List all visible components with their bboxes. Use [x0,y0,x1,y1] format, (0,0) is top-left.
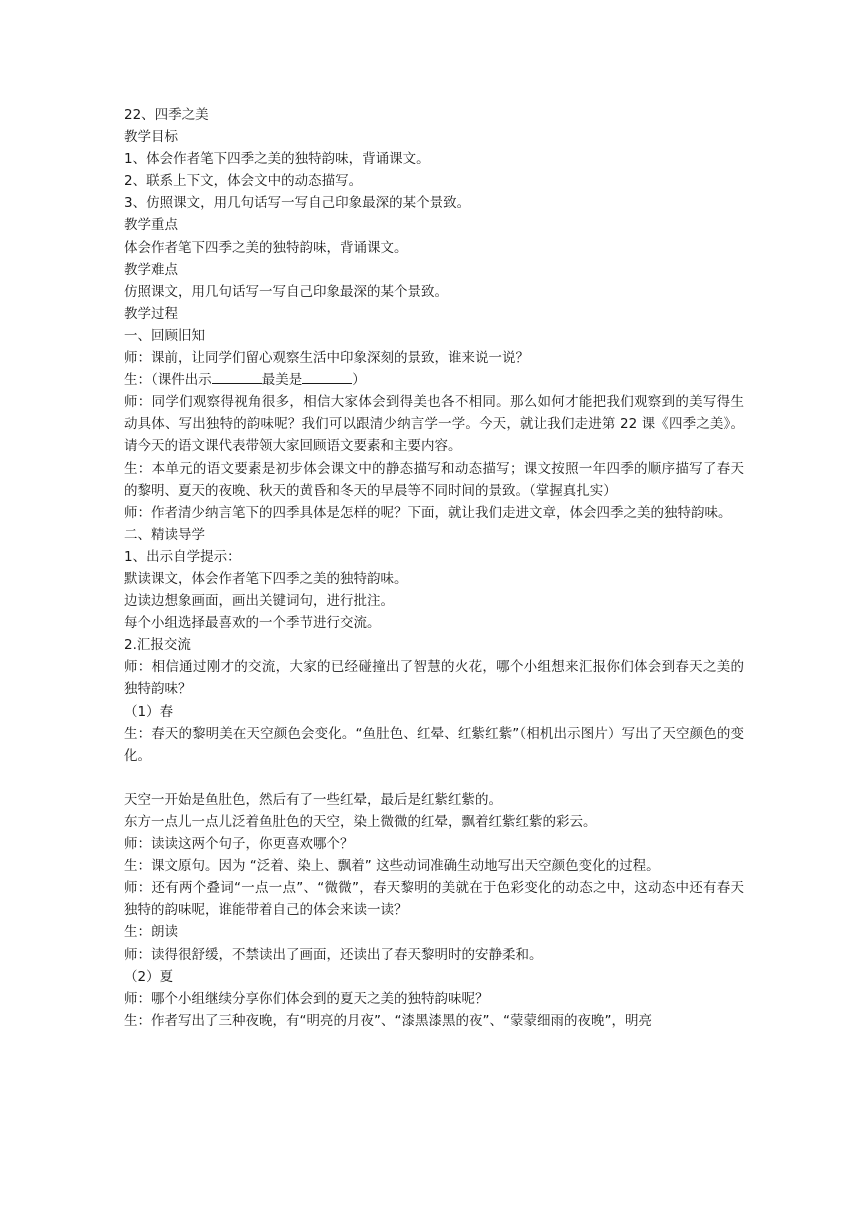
paragraph: 生：朗读 [124,924,178,941]
text-fragment: ） [352,372,366,389]
paragraph-fill-blank [124,369,744,391]
blank-spacer [124,767,744,789]
subsection-spring: （1）春 [124,703,174,720]
study-prompt-item: 每个小组选择最喜欢的一个季节进行交流。 [124,615,381,632]
paragraph: 师：读读这两个句子，你更喜欢哪个？ [124,836,354,853]
goal-item-3: 3、仿照课文，用几句话写一写自己印象最深的某个景致。 [124,195,471,212]
paragraph: 师：课前，让同学们留心观察生活中印象深刻的景致，谁来说一说？ [124,350,529,367]
paragraph: 师：作者清少纳言笔下的四季具体是怎样的呢？下面，就让我们走进文章，体会四季之美的独特韵味。 [124,504,732,521]
paragraph: 生：课文原句。因为 “泛着、染上、飘着” 这些动词准确生动地写出天空颜色变化的过程。 [124,858,660,875]
paragraph: 天空一开始是鱼肚色，然后有了一些红晕，最后是红紫红紫的。 [124,791,502,808]
paragraph: 师：同学们观察得视角很多，相信大家体会到得美也各不相同。那么如何才能把我们观察到的美写得生动具体、写出独特的韵味呢？我们可以跟清少纳言学一学。今天，就让我们走进第 22 课《四季之美》。请今天的语文课代表带领大家回顾语文要素和主要内容。 [124,394,744,455]
section-reading: 二、精读导学 [124,526,205,543]
paragraph: 师：哪个小组继续分享你们体会到的夏天之美的独特韵味呢？ [124,990,489,1007]
paragraph: 师：读得很舒缓，不禁读出了画面，还读出了春天黎明时的安静柔和。 [124,946,543,963]
paragraph: 师：相信通过刚才的交流，大家的已经碰撞出了智慧的火花，哪个小组想来汇报你们体会到春天之美的独特韵味？ [124,659,744,698]
text-fragment: 生：（课件出示 [124,372,212,389]
goal-item-1: 1、体会作者笔下四季之美的独特韵味，背诵课文。 [124,151,430,168]
paragraph: 生：本单元的语文要素是初步体会课文中的静态描写和动态描写；课文按照一年四季的顺序描写了春天的黎明、夏天的夜晚、秋天的黄昏和冬天的早晨等不同时间的景致。（掌握真扎实） [124,460,744,499]
paragraph: 师：还有两个叠词“一点一点”、“微微”，春天黎明的美就在于色彩变化的动态之中，这动态中还有春天独特的韵味呢，谁能带着自己的体会来读一读？ [124,880,744,919]
text-fragment: 最美是 [261,372,303,389]
heading-difficulty: 教学难点 [124,261,178,278]
goal-item-2: 2、联系上下文，体会文中的动态描写。 [124,173,363,190]
section-review: 一、回顾旧知 [124,327,205,344]
subsection-summer: （2）夏 [124,968,174,985]
paragraph: 东方一点儿一点儿泛着鱼肚色的天空，染上微微的红晕，飘着红紫红紫的彩云。 [124,814,597,830]
blank-line [302,370,352,384]
blank-line [212,370,262,384]
paragraph: 生：春天的黎明美在天空颜色会变化。“鱼肚色、红晕、红紫红紫”（相机出示图片）写出了天空颜色的变化。 [124,725,744,764]
paragraph: 生：作者写出了三种夜晚，有“明亮的月夜”、“漆黑漆黑的夜”、“蒙蒙细雨的夜晚”，明亮 [124,1012,652,1029]
report-heading: 2.汇报交流 [124,637,191,654]
study-prompt-item: 默读课文，体会作者笔下四季之美的独特韵味。 [124,570,408,587]
lesson-title: 22、四季之美 [124,107,209,123]
document-body [124,104,744,1032]
difficulty-text: 仿照课文，用几句话写一写自己印象最深的某个景致。 [124,283,448,300]
heading-focus: 教学重点 [124,217,178,234]
study-prompt-item: 边读边想象画面，画出关键词句，进行批注。 [124,593,394,610]
focus-text: 体会作者笔下四季之美的独特韵味，背诵课文。 [124,239,408,256]
heading-goals: 教学目标 [124,129,178,146]
heading-process: 教学过程 [124,305,178,322]
study-prompt-heading: 1、出示自学提示： [124,548,241,565]
